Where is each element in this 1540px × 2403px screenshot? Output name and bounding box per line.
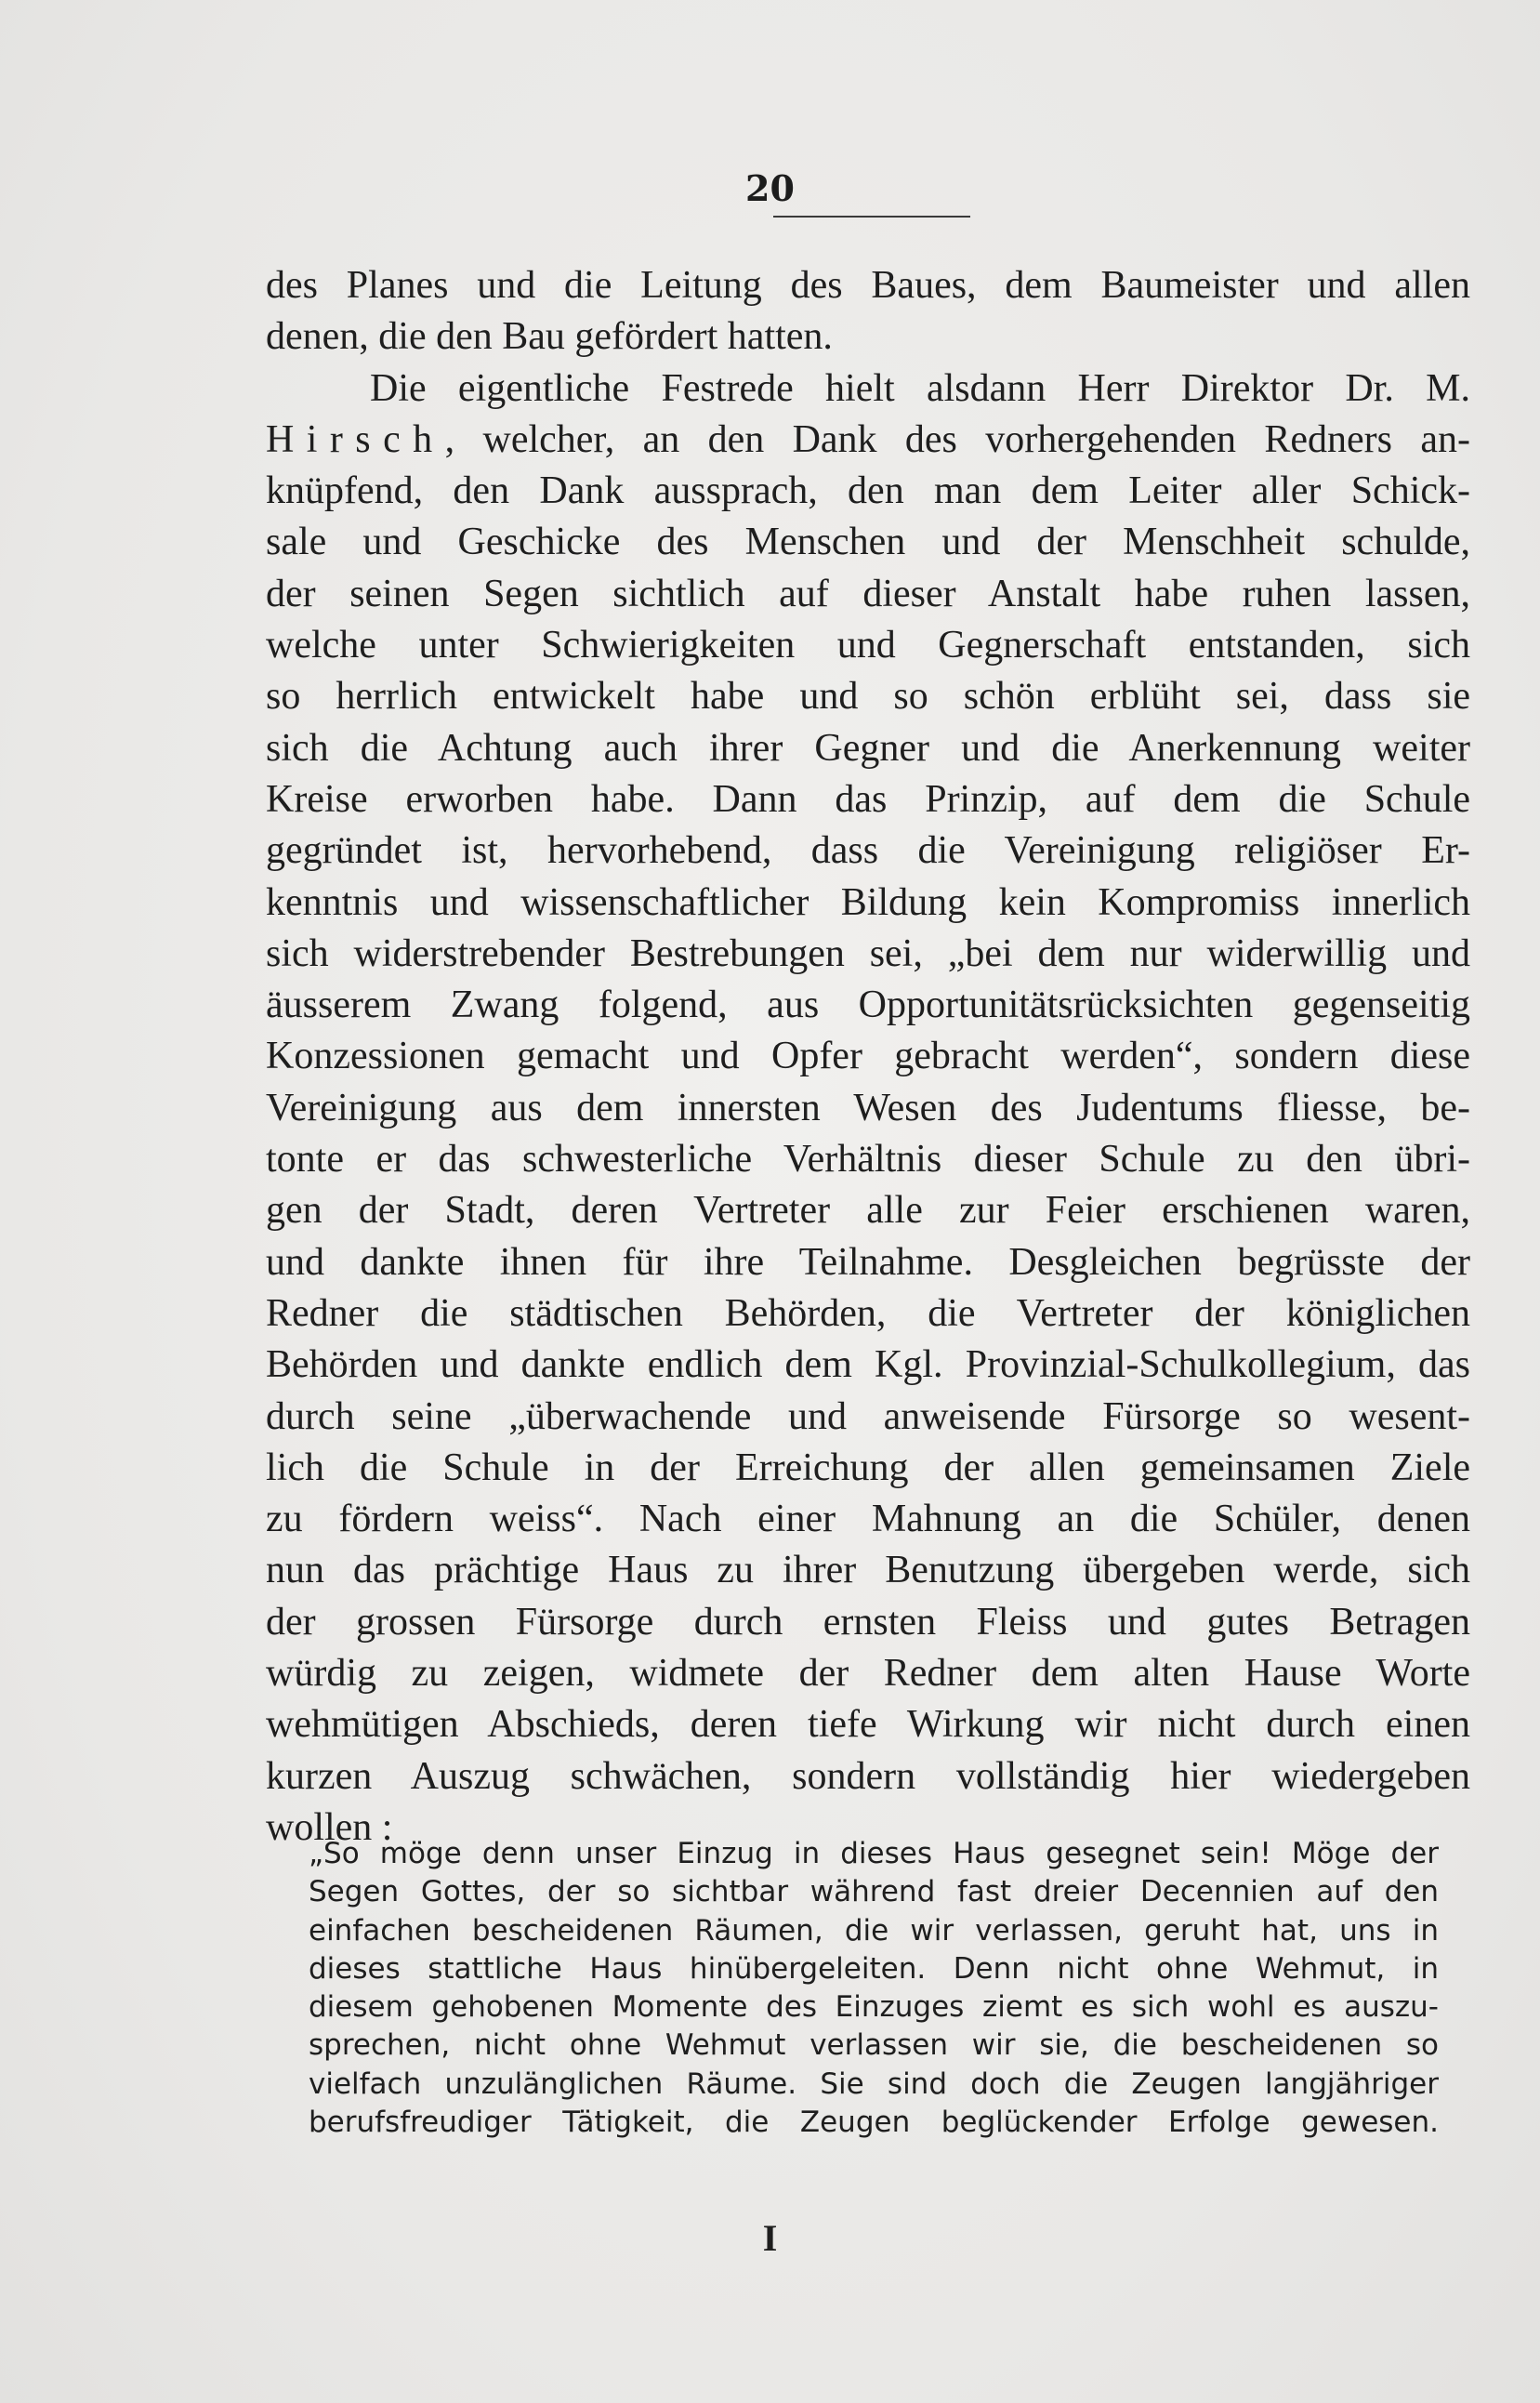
text-line: tonte er das schwesterliche Verhältnis dieser Schule zu den übri- bbox=[266, 1138, 1470, 1182]
text-line: kenntnis und wissenschaftlicher Bildung kein Kompromiss innerlich bbox=[266, 880, 1470, 924]
text-line: würdig zu zeigen, widmete der Redner dem alten Hause Worte bbox=[266, 1652, 1470, 1696]
text-line: der grossen Fürsorge durch ernsten Fleiss und gutes Betragen bbox=[266, 1600, 1470, 1644]
text-line: Hirsch, welcher, an den Dank des vorhergehenden Redners an- bbox=[266, 417, 1470, 461]
signature-mark: I bbox=[762, 2217, 778, 2259]
quote-line: diesem gehobenen Momente des Einzuges ziemt es sich wohl es auszu- bbox=[309, 1990, 1439, 2025]
page-number: 20 bbox=[745, 167, 795, 209]
text-line: sich widerstrebender Bestrebungen sei, „bei dem nur widerwillig und bbox=[266, 931, 1470, 975]
text-line: sale und Geschicke des Menschen und der Menschheit schulde, bbox=[266, 521, 1470, 564]
text-line: sich die Achtung auch ihrer Gegner und die Anerkennung weiter bbox=[266, 726, 1470, 770]
body-text bbox=[266, 260, 1470, 1854]
text-line: durch seine „überwachende und anweisende Fürsorge so wesent- bbox=[266, 1394, 1470, 1438]
text-line: der seinen Segen sichtlich auf dieser Anstalt habe ruhen lassen, bbox=[266, 572, 1470, 615]
text-line: nun das prächtige Haus zu ihrer Benutzung übergeben werde, sich bbox=[266, 1549, 1470, 1592]
quote-line: „So möge denn unser Einzug in dieses Haus gesegnet sein! Möge der bbox=[309, 1837, 1439, 1870]
text-line: Vereinigung aus dem innersten Wesen des Judentums fliesse, be- bbox=[266, 1086, 1470, 1129]
text-line: Die eigentliche Festrede hielt alsdann Herr Direktor Dr. M. bbox=[370, 366, 1470, 410]
text-line: welche unter Schwierigkeiten und Gegnerschaft entstanden, sich bbox=[266, 624, 1470, 667]
text-line: des Planes und die Leitung des Baues, dem Baumeister und allen bbox=[266, 264, 1470, 307]
quote-line: berufsfreudiger Tätigkeit, die Zeugen beglückender Erfolge gewesen. bbox=[309, 2106, 1439, 2140]
text-line: so herrlich entwickelt habe und so schön erblüht sei, dass sie bbox=[266, 675, 1470, 719]
quote-line: dieses stattliche Haus hinübergeleiten. Denn nicht ohne Wehmut, in bbox=[309, 1951, 1439, 1986]
text-line: Behörden und dankte endlich dem Kgl. Provinzial-Schulkollegium, das bbox=[266, 1343, 1470, 1387]
text-line: Redner die städtischen Behörden, die Vertreter der königlichen bbox=[266, 1291, 1470, 1335]
text-line: zu fördern weiss“. Nach einer Mahnung an die Schüler, denen bbox=[266, 1498, 1470, 1541]
quote-line: sprechen, nicht ohne Wehmut verlassen wir sie, die bescheidenen so bbox=[309, 2028, 1439, 2063]
text-line: gegründet ist, hervorhebend, dass die Vereinigung religiöser Er- bbox=[266, 829, 1470, 873]
text-line: kurzen Auszug schwächen, sondern vollständig hier wiedergeben bbox=[266, 1754, 1470, 1798]
text-line: und dankte ihnen für ihre Teilnahme. Desgleichen begrüsste der bbox=[266, 1240, 1470, 1284]
quote-line: einfachen bescheidenen Räumen, die wir verlassen, geruht hat, uns in bbox=[309, 1913, 1439, 1947]
text-line: gen der Stadt, deren Vertreter alle zur Feier erschienen waren, bbox=[266, 1189, 1470, 1233]
quoted-speech bbox=[309, 1835, 1439, 2142]
text-line: wollen : bbox=[266, 1805, 393, 1849]
text-line: lich die Schule in der Erreichung der allen gemeinsamen Ziele bbox=[266, 1446, 1470, 1489]
quote-line: Segen Gottes, der so sichtbar während fast dreier Decennien auf den bbox=[309, 1875, 1439, 1909]
text-line: knüpfend, den Dank aussprach, den man dem Leiter aller Schick- bbox=[266, 469, 1470, 513]
text-line: Konzessionen gemacht und Opfer gebracht werden“, sondern diese bbox=[266, 1035, 1470, 1078]
text-line: äusserem Zwang folgend, aus Opportunitätsrücksichten gegenseitig bbox=[266, 984, 1470, 1027]
text-line: wehmütigen Abschieds, deren tiefe Wirkung wir nicht durch einen bbox=[266, 1703, 1470, 1747]
spaced-name: Hirsch bbox=[266, 417, 445, 461]
text-line: Kreise erworben habe. Dann das Prinzip, auf dem die Schule bbox=[266, 777, 1470, 821]
header-rule bbox=[773, 216, 970, 218]
text-line: denen, die den Bau gefördert hatten. bbox=[266, 315, 833, 359]
quote-line: vielfach unzulänglichen Räume. Sie sind doch die Zeugen langjähriger bbox=[309, 2066, 1439, 2101]
